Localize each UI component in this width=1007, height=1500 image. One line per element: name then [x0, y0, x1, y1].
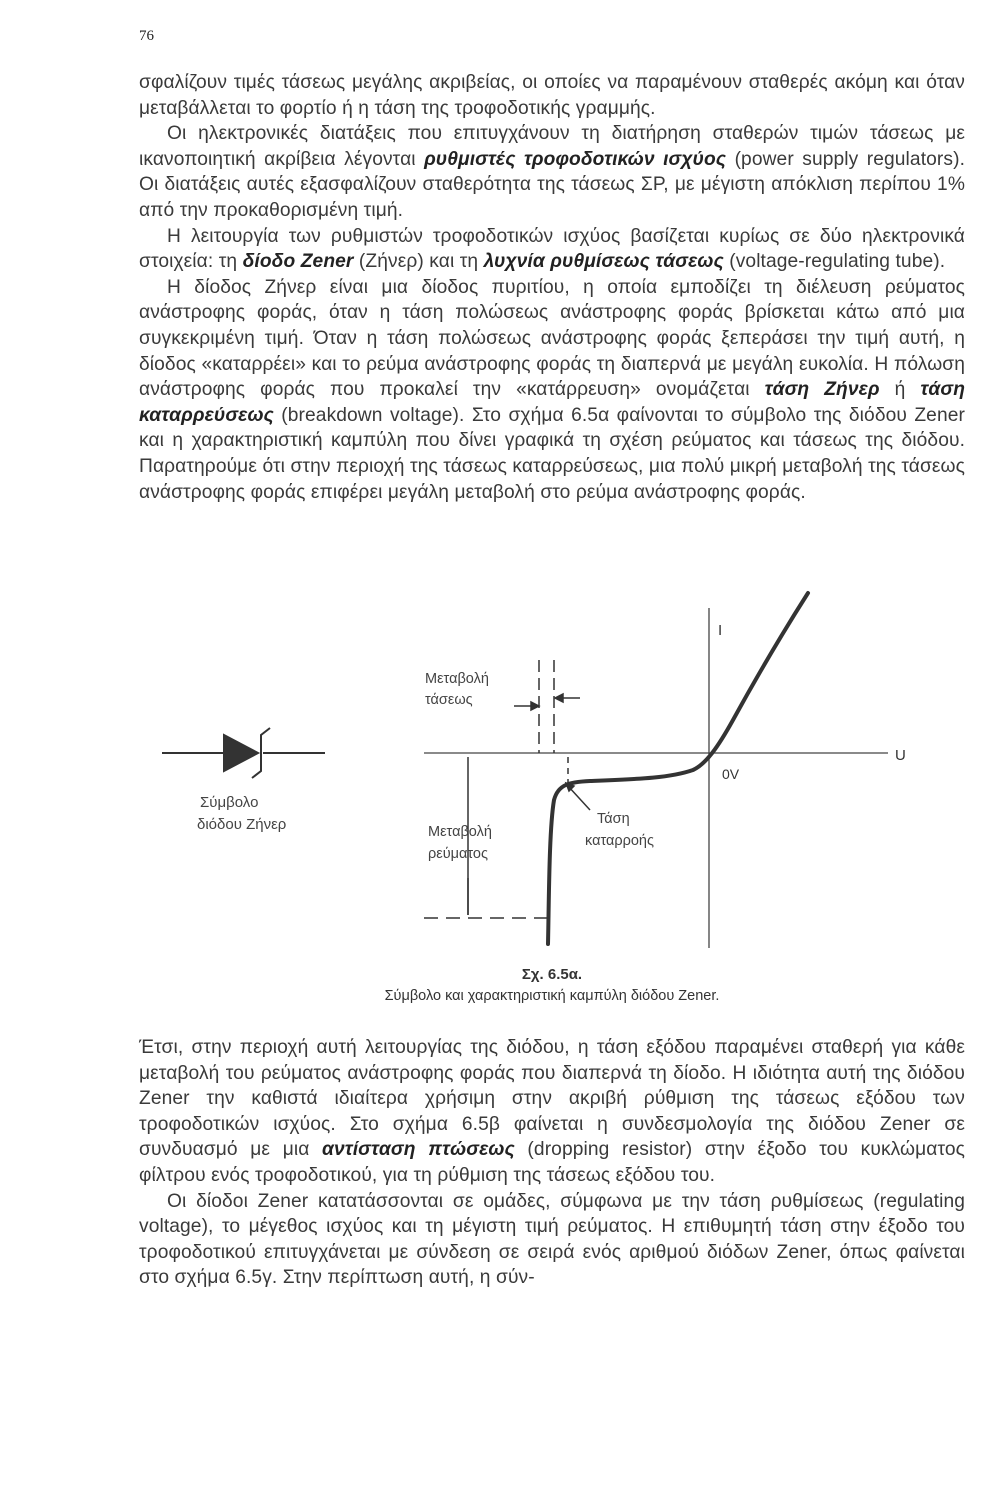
symbol-label-line1: Σύμβολο — [200, 794, 259, 811]
current-change-line2: ρεύματος — [428, 846, 488, 862]
page-number: 76 — [139, 28, 154, 44]
voltage-change-line1: Μεταβολή — [425, 671, 489, 687]
figure-caption-text: Σύμβολο και χαρακτηριστική καμπύλη διόδου Zener. — [384, 988, 720, 1004]
voltage-change-markers — [514, 660, 580, 753]
axis-i-label: I — [718, 622, 723, 639]
term-power-supply-regulators: ρυθμιστές τροφοδοτικών ισχύος — [424, 148, 727, 170]
paragraph-4: Η δίοδος Ζήνερ είναι μια δίοδος πυριτίου, η οποία εμποδίζει τη διέλευση ρεύματος ανάστροφης φοράς, όταν η τάση πολώσεως ανάστροφης φοράς βρίσκεται κάτω από μια συγκεκριμένη τιμή. Όταν η τάση πολώσεως ανάστροφης φοράς ξεπεράσει την τιμή αυτή, η δίοδος «καταρρέει» και το ρεύμα ανάστροφης φοράς τη διαπερνά με μεγάλη ευκολία. Η πόλωση ανάστροφης φοράς που προκαλεί την «κατάρρευση» ονομάζεται τάση Ζήνερ ή τάση καταρρεύσεως (breakdown voltage). Στο σχήμα 6.5α φαίνονται το σύμβολο της διόδου Zener και η χαρακτηριστική καμπύλη που δίνει γραφικά τη σχέση ρεύματος και τάσεως της διόδου. Παρατηρούμε ότι στην περιοχή της τάσεως καταρρεύσεως, μια πολύ μικρή μεταβολή της τάσεως ανάστροφης φοράς επιφέρει μεγάλη μεταβολή στο ρεύμα ανάστροφης φοράς. — [139, 276, 966, 503]
breakdown-arrow — [566, 783, 590, 810]
zener-symbol-icon — [162, 728, 325, 778]
term-voltage-regulating-tube: λυχνία ρυθμίσεως τάσεως — [483, 251, 724, 273]
figure-caption-number: Σχ. 6.5α. — [521, 966, 583, 983]
paragraph-2: Οι ηλεκτρονικές διατάξεις που επιτυγχάνουν τη διατήρηση σταθερών τιμών τάσεως με ικανοποιητική ακρίβεια λέγονται ρυθμιστές τροφοδοτικών ισχύος (power supply regulators). Οι διατάξεις αυτές εξασφαλίζουν σταθερότητα της τάσεως ΣΡ, με μέγιστη απόκλιση περίπου 1% από την προκαθορισμένη τιμή. — [139, 123, 965, 221]
origin-label: 0V — [722, 766, 740, 782]
paragraph-3: Η λειτουργία των ρυθμιστών τροφοδοτικών ισχύος βασίζεται κυρίως σε δύο ηλεκτρονικά στοιχεία: τη δίοδο Zener (Ζήνερ) και τη λυχνία ρυθμίσεως τάσεως (voltage-regulating tube). — [139, 225, 965, 273]
breakdown-line1: Τάση — [597, 811, 630, 827]
bottom-text-block — [139, 1035, 965, 1291]
paragraph-5: Έτσι, στην περιοχή αυτή λειτουργίας της διόδου, η τάση εξόδου παραμένει σταθερή για κάθε μεταβολή του ρεύματος ανάστροφης φοράς που διαπερνά τη δίοδο. Η ιδιότητα αυτή της διόδου Zener την καθιστά ιδιαίτερα χρήσιμη στην ακριβή ρύθμιση της τάσεως εξόδου των τροφοδοτικών ισχύος. Στο σχήμα 6.5β φαίνεται η συνδεσμολογία της διόδου Zener σε συνδυασμό με μια αντίσταση πτώσεως (dropping resistor) στην έξοδο του κυκλώματος φίλτρου ενός τροφοδοτικού, για τη ρύθμιση της τάσεως εξόδου του. — [139, 1037, 965, 1186]
paragraph-1: σφαλίζουν τιμές τάσεως μεγάλης ακριβείας, οι οποίες να παραμένουν σταθερές ακόμη και όταν μεταβάλλεται το φορτίο ή η τάση της τροφοδοτικής γραμμής. — [139, 72, 965, 119]
term-zener-voltage: τάση Ζήνερ — [764, 379, 880, 401]
symbol-label-line2: διόδου Ζήνερ — [197, 816, 287, 833]
characteristic-curve — [548, 593, 808, 944]
axis-u-label: U — [895, 747, 906, 764]
term-breakdown-voltage: τάση καταρρεύσεως — [139, 379, 966, 426]
voltage-change-line2: τάσεως — [425, 692, 473, 708]
current-change-line1: Μεταβολή — [428, 824, 492, 840]
term-zener-diode: δίοδο Zener — [242, 251, 354, 273]
paragraph-6: Οι δίοδοι Zener κατατάσσονται σε ομάδες, σύμφωνα με την τάση ρυθμίσεως (regulating voltage), το μέγεθος ισχύος και τη μέγιστη τιμή ρεύματος. Η επιθυμητή τάση στην έξοδο του τροφοδοτικού επιτυγχάνεται με σύνδεση σε σειρά ενός αριθμού διόδων Zener, όπως φαίνεται στο σχήμα 6.5γ. Στην περίπτωση αυτή, η σύν- — [139, 1190, 965, 1289]
term-dropping-resistor: αντίσταση πτώσεως — [322, 1139, 515, 1161]
breakdown-line2: καταρροής — [585, 833, 654, 849]
